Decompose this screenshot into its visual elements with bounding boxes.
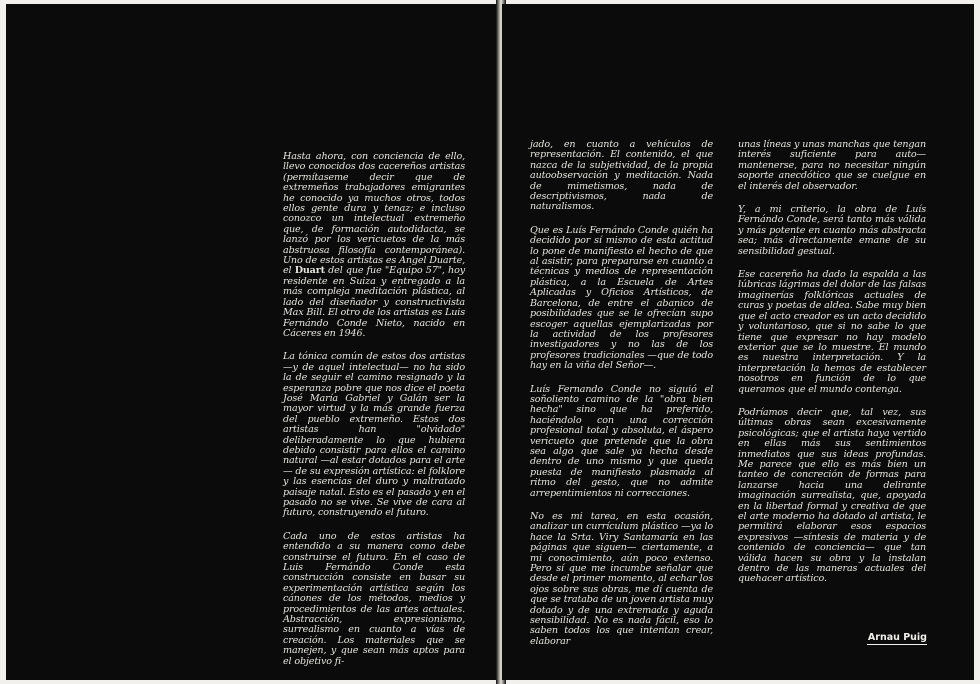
paragraph: Y, a mi criterio, la obra de Luís Fernándo Conde, será tanto más válida y más potente en cuanto más abstracta sea; más directamente emane de su sensibilidad gestual.	[738, 204, 926, 257]
text-column-1	[283, 152, 465, 680]
paragraph: La tónica común de estos dos artistas —y de aquel intelectual— no ha sido la de seguir el camino resignado y la esperanza pobre que nos dice el poeta José María Gabriel y Galán ser la mayor virtud y la más grande fuerza del pueblo extremeño. Estos dos artistas han "olvidado" deliberadamente lo que hubiera debido consistir para ellos el camino natural —al estar dotados para el arte— de su expresión artística: el folklore y las esencias del duro y maltratado paisaje natal. Esto es el pasado y en el pasado no se vive. Se vive de cara al futuro, construyendo el futuro.	[283, 351, 465, 519]
paragraph: unas líneas y unas manchas que tengan interés suficiente para auto—mantenerse, para no necesitar ningún soporte anecdótico que se cuelgue en el interés del observador.	[738, 139, 926, 192]
paragraph: Que es Luís Fernándo Conde quién ha decidido por sí mismo de esta actitud lo pone de manifiesto el hecho de que al asistir, para prepararse en cuanto a técnicas y medios de representación plástica, a la Escuela de Artes Aplicadas y Oficios Artísticos, de Barcelona, de entre el abanico de posibilidades que se le ofrecían supo escoger aquellas ejemplarizadas por la actividad de los profesores investigadores y no las de los profesores tradicionales —que de todo hay en la viña del Señor—.	[530, 224, 713, 372]
author-signature: Arnau Puig	[867, 632, 927, 643]
paragraph: Podríamos decir que, tal vez, sus últimas obras sean excesivamente psicológicas; que el artista haya vertido en ellas más sus sentimientos inmediatos que sus ideas profundas. Me parece que ello es más bien un tanteo de concreción de formas para lanzarse hacia una delirante imaginación surrealista, que, apoyada en la libertad formal y creativa de que el arte moderno ha dotado al artista, le permitirá elaborar esos espacios expresivos —síntesis de materia y de contenido de conciencia— que tan válida hacen su obra y la instalan dentro de las maneras actuales del quehacer artístico.	[738, 406, 926, 585]
paragraph: Ese cacereño ha dado la espalda a las lúbricas lágrimas del dolor de las falsas imaginerías folklóricas actuales de curas y poetas de aldea. Sabe muy bien que el acto creador es un acto decidido y voluntarioso, que si no sabe lo que tiene que expresar no hay modelo exterior que se lo muestre. El mundo es nuestra interpretación. Y la interpretación la hemos de establecer nosotros en función de lo que queramos que el mundo contenga.	[738, 269, 926, 395]
bold-name: Duart	[294, 265, 325, 277]
paragraph: Hasta ahora, con conciencia de ello, llevo conocidos dos cacereños artistas (permítaseme decir que de extremeños trabajadores emigrantes he conocido ya muchos otros, todos ellos gente dura y tenaz; e incluso conozco un intelectual extremeño que, de formación autodidacta, se lanzó por los vericuetos de la más abstruosa filosofía contemporánea). Uno de estos artistas es Angel Duarte, el Duart del que fue "Equipo 57", hoy residente en Suiza y entregado a la más compleja meditación plástica, al lado del diseñador y constructivista Max Bill. El otro de los artistas es Luis Fernándo Conde Nieto, nacido en Cáceres en 1946.	[283, 151, 465, 339]
text-column-3	[738, 140, 926, 598]
paragraph: Luís Fernando Conde no siguió el soñoliento camino de la "obra bien hecha" sino que ha preferido, haciéndolo con una corrección profesional total y absoluta, el áspero vericueto que pretende que la obra sea algo que sale ya hecha desde dentro de uno mismo y que queda puesta de manifiesto plasmada al ritmo del gesto, que no admite arrepentimientos ni correcciones.	[530, 383, 713, 499]
paragraph: Cada uno de estos artistas ha entendido a su manera como debe construirse el futuro. En el caso de Luis Fernándo Conde esta construcción consiste en basar su experimentación artística según los cánones de los métodos, medios y procedimientos de las artes actuales. Abstracción, expresionismo, surrealismo en cuanto a vías de creación. Los materiales que se manejen, y que sean más aptos para el objetivo fi-	[283, 530, 465, 667]
paragraph: jado, en cuanto a vehículos de representación. El contenido, el que nazca de la subjetividad, de la propia autoobservación y meditación. Nada de mimetismos, nada de descriptivismos, nada de naturalismos.	[530, 139, 713, 213]
paragraph: No es mi tarea, en esta ocasión, analizar un currículum plástico —ya lo hace la Srta. Viry Santamaría en las páginas que siguen— ciertamente, a mi conocimiento, aún poco extenso. Pero sí que me incumbe señalar que desde el primer momento, al echar los ojos sobre sus obras, me dí cuenta de que se trataba de un joven artista muy dotado y de una extremada y aguda sensibilidad. No es nada fácil, eso lo saben todos los que intentan crear, elaborar	[530, 511, 713, 647]
text-column-2	[530, 140, 713, 660]
